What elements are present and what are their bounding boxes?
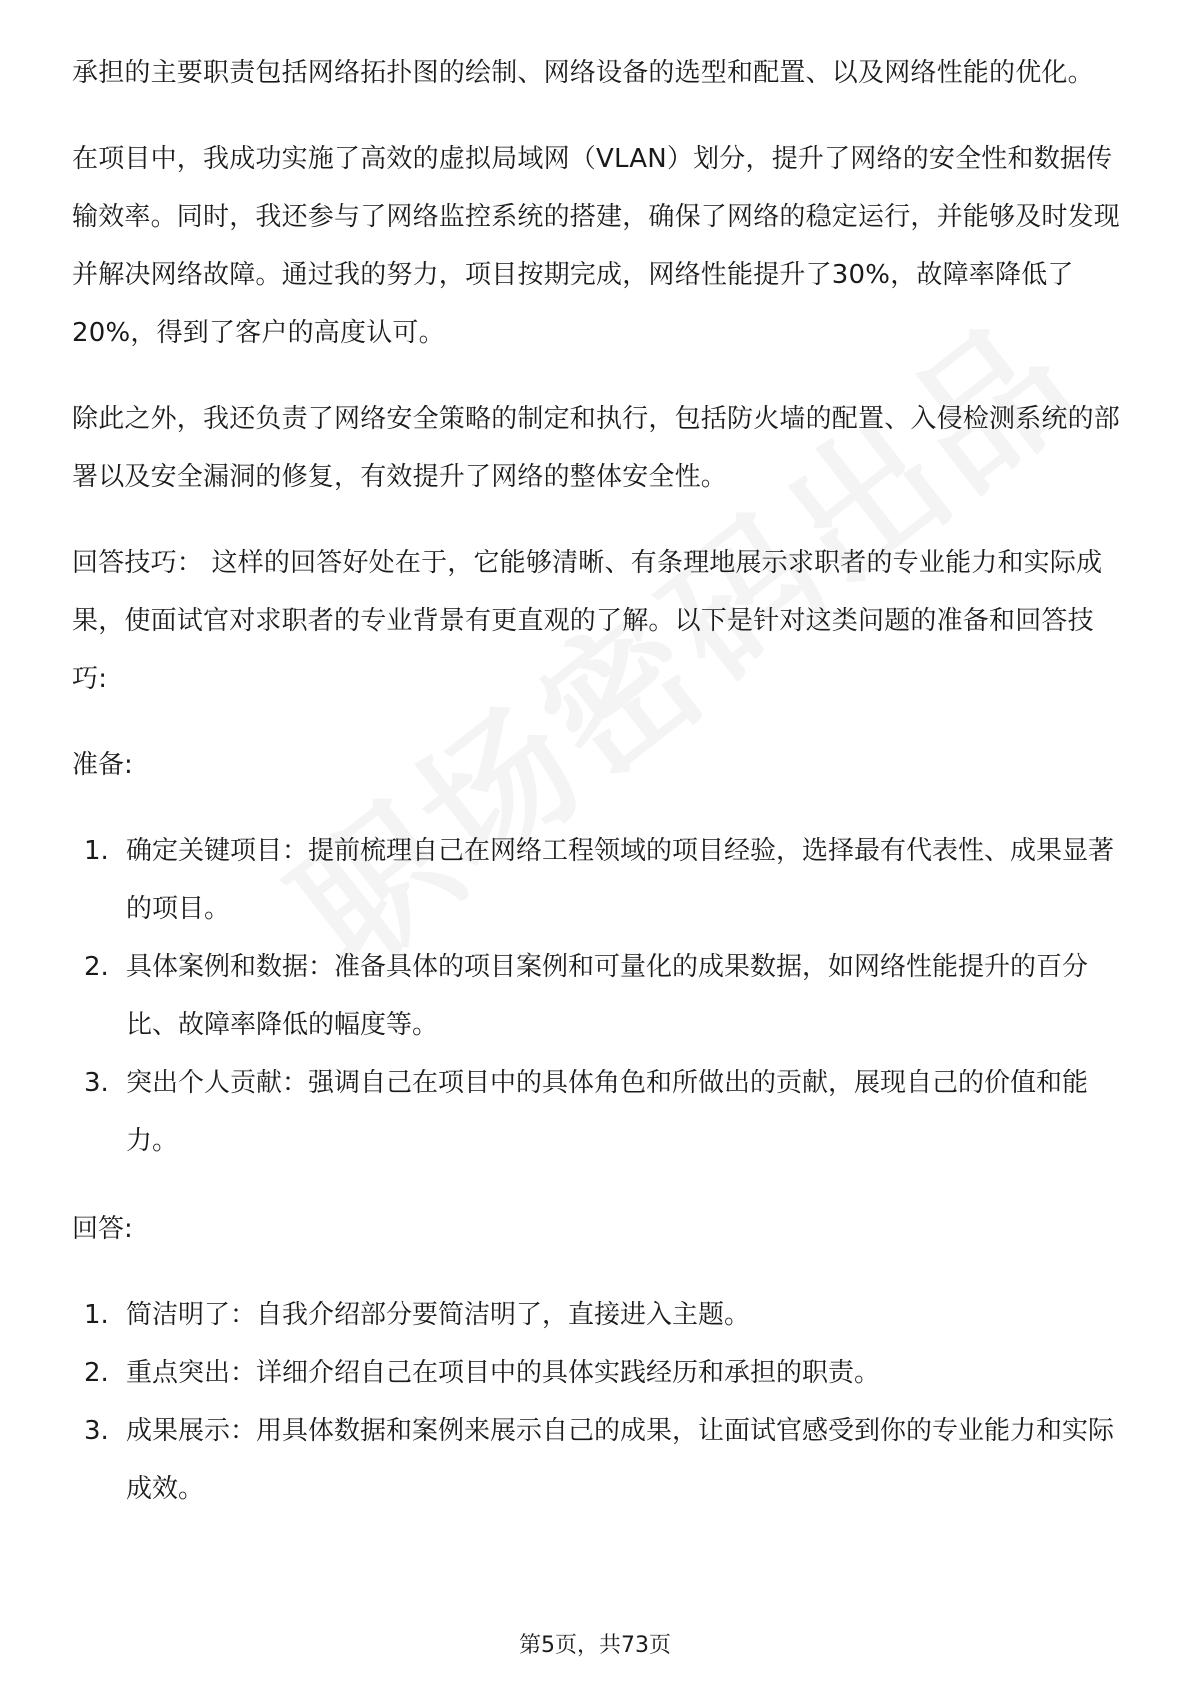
list-item (72, 938, 1122, 1054)
list-number: 2. (84, 1358, 109, 1388)
list-item (72, 1286, 1122, 1344)
prep-list (72, 822, 1122, 1170)
paragraph: 回答技巧： 这样的回答好处在于，它能够清晰、有条理地展示求职者的专业能力和实际成果，使面试官对求职者的专业背景有更直观的了解。以下是针对这类问题的准备和回答技巧: (72, 548, 1103, 694)
list-number: 1. (84, 1300, 109, 1330)
paragraph: 除此之外，我还负责了网络安全策略的制定和执行，包括防火墙的配置、入侵检测系统的部署以及安全漏洞的修复，有效提升了网络的整体安全性。 (72, 404, 1121, 492)
list-item (72, 822, 1122, 938)
section-label-answer: 回答: (72, 1214, 133, 1244)
list-item-text: 成果展示：用具体数据和案例来展示自己的成果，让面试官感受到你的专业能力和实际成效。 (126, 1416, 1115, 1504)
list-item-text: 具体案例和数据：准备具体的项目案例和可量化的成果数据，如网络性能提升的百分比、故障率降低的幅度等。 (126, 952, 1089, 1040)
list-number: 3. (84, 1068, 109, 1098)
list-item-text: 简洁明了：自我介绍部分要简洁明了，直接进入主题。 (126, 1300, 751, 1330)
list-item (72, 1344, 1122, 1402)
page-footer: 第5页，共73页 (519, 1633, 671, 1658)
list-number: 1. (84, 836, 109, 866)
paragraph: 在项目中，我成功实施了高效的虚拟局域网（VLAN）划分，提升了网络的安全性和数据传输效率。同时，我还参与了网络监控系统的搭建，确保了网络的稳定运行，并能够及时发现并解决网络故障。通过我的努力，项目按期完成，网络性能提升了30%，故障率降低了20%，得到了客户的高度认可。 (72, 144, 1121, 348)
list-item-text: 确定关键项目：提前梳理自己在网络工程领域的项目经验，选择最有代表性、成果显著的项目。 (126, 836, 1115, 924)
answer-list (72, 1286, 1122, 1518)
list-item (72, 1054, 1122, 1170)
paragraph: 承担的主要职责包括网络拓扑图的绘制、网络设备的选型和配置、以及网络性能的优化。 (72, 58, 1094, 88)
list-item-text: 重点突出：详细介绍自己在项目中的具体实践经历和承担的职责。 (126, 1358, 881, 1388)
list-item (72, 1402, 1122, 1518)
list-number: 2. (84, 952, 109, 982)
section-label-prep: 准备: (72, 750, 133, 780)
document-body (72, 44, 1122, 1548)
list-item-text: 突出个人贡献：强调自己在项目中的具体角色和所做出的贡献，展现自己的价值和能力。 (126, 1068, 1089, 1156)
list-number: 3. (84, 1416, 109, 1446)
